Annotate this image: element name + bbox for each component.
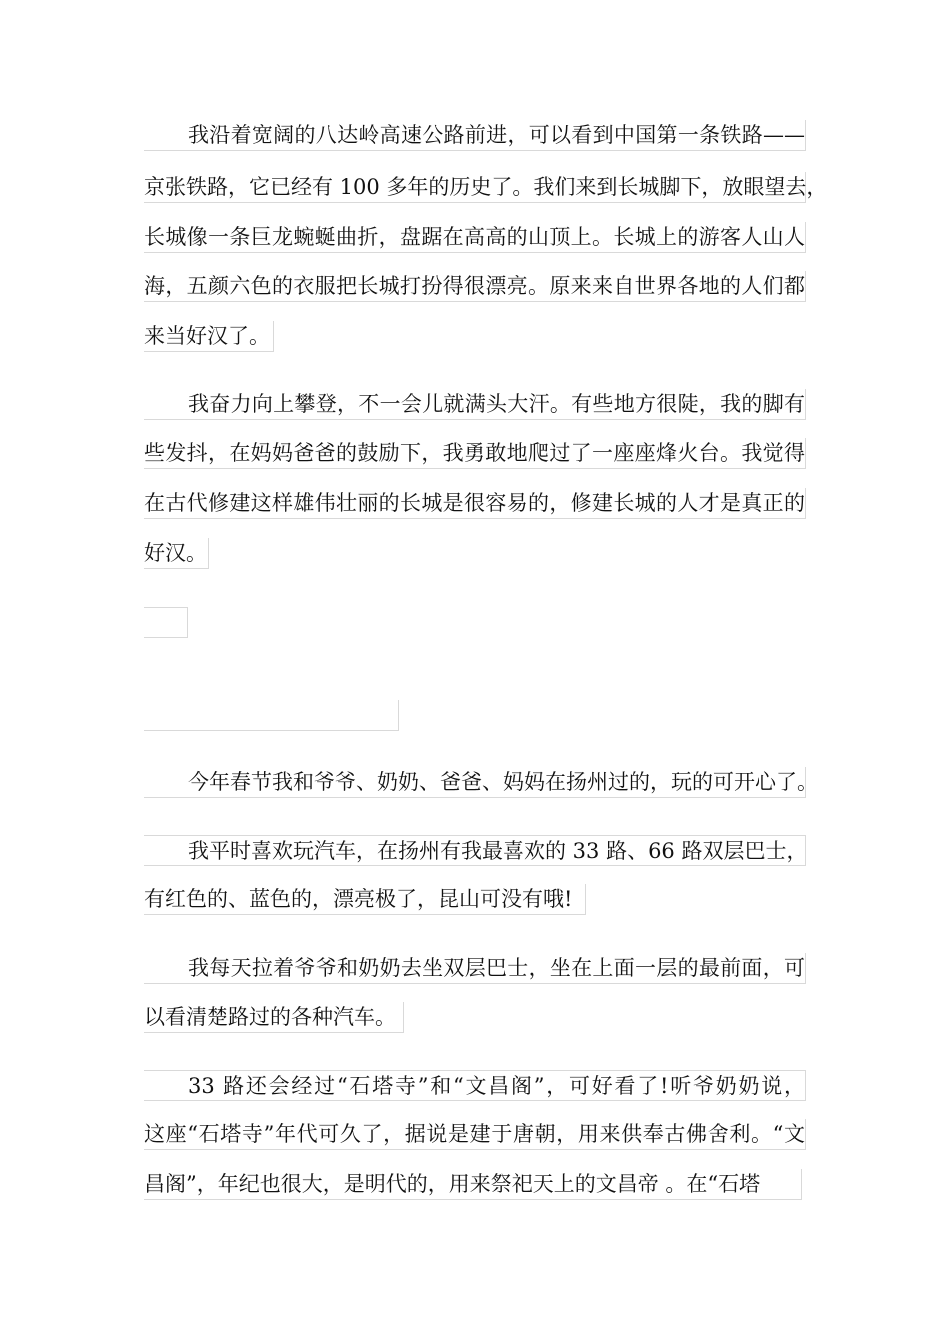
paragraph-1-line-3: 长城像一条巨龙蜿蜒曲折，盘踞在高高的山顶上。长城上的游客人山人 — [144, 222, 806, 253]
paragraph-1-line-2: 京张铁路，它已经有 100 多年的历史了。我们来到长城脚下，放眼望去， — [144, 172, 806, 203]
paragraph-3-line-1: 今年春节我和爷爷、奶奶、爸爸、妈妈在扬州过的，玩的可开心了。 — [144, 767, 806, 798]
paragraph-2-line-3: 在古代修建这样雄伟壮丽的长城是很容易的，修建长城的人才是真正的 — [144, 488, 806, 519]
paragraph-5-line-1: 我每天拉着爷爷和奶奶去坐双层巴士，坐在上面一层的最前面，可 — [144, 953, 806, 984]
paragraph-2-line-1: 我奋力向上攀登，不一会儿就满头大汗。有些地方很陡，我的脚有 — [144, 389, 806, 420]
empty-paragraph-box — [144, 607, 188, 638]
section-heading — [144, 700, 399, 731]
paragraph-2-line-4: 好汉。 — [144, 538, 209, 569]
paragraph-5-line-2: 以看清楚路过的各种汽车。 — [144, 1002, 404, 1033]
paragraph-6-line-3: 昌阁”，年纪也很大，是明代的，用来祭祀天上的文昌帝 。在“石塔 — [144, 1169, 802, 1200]
paragraph-6-line-2: 这座“石塔寺”年代可久了，据说是建于唐朝，用来供奉古佛舍利。“文 — [144, 1119, 806, 1150]
paragraph-1-line-5: 来当好汉了。 — [144, 321, 274, 352]
paragraph-2-line-2: 些发抖，在妈妈爸爸的鼓励下，我勇敢地爬过了一座座烽火台。我觉得 — [144, 438, 806, 469]
paragraph-6-line-1: 33 路还会经过“石塔寺”和“文昌阁”，可好看了!听爷奶奶说， — [144, 1070, 806, 1101]
paragraph-1-line-4: 海，五颜六色的衣服把长城打扮得很漂亮。原来来自世界各地的人们都 — [144, 271, 806, 302]
paragraph-4-line-2: 有红色的、蓝色的，漂亮极了，昆山可没有哦! — [144, 884, 586, 915]
paragraph-4-line-1: 我平时喜欢玩汽车，在扬州有我最喜欢的 33 路、66 路双层巴士， — [144, 835, 806, 866]
paragraph-1-line-1: 我沿着宽阔的八达岭高速公路前进，可以看到中国第一条铁路—— — [144, 120, 806, 151]
